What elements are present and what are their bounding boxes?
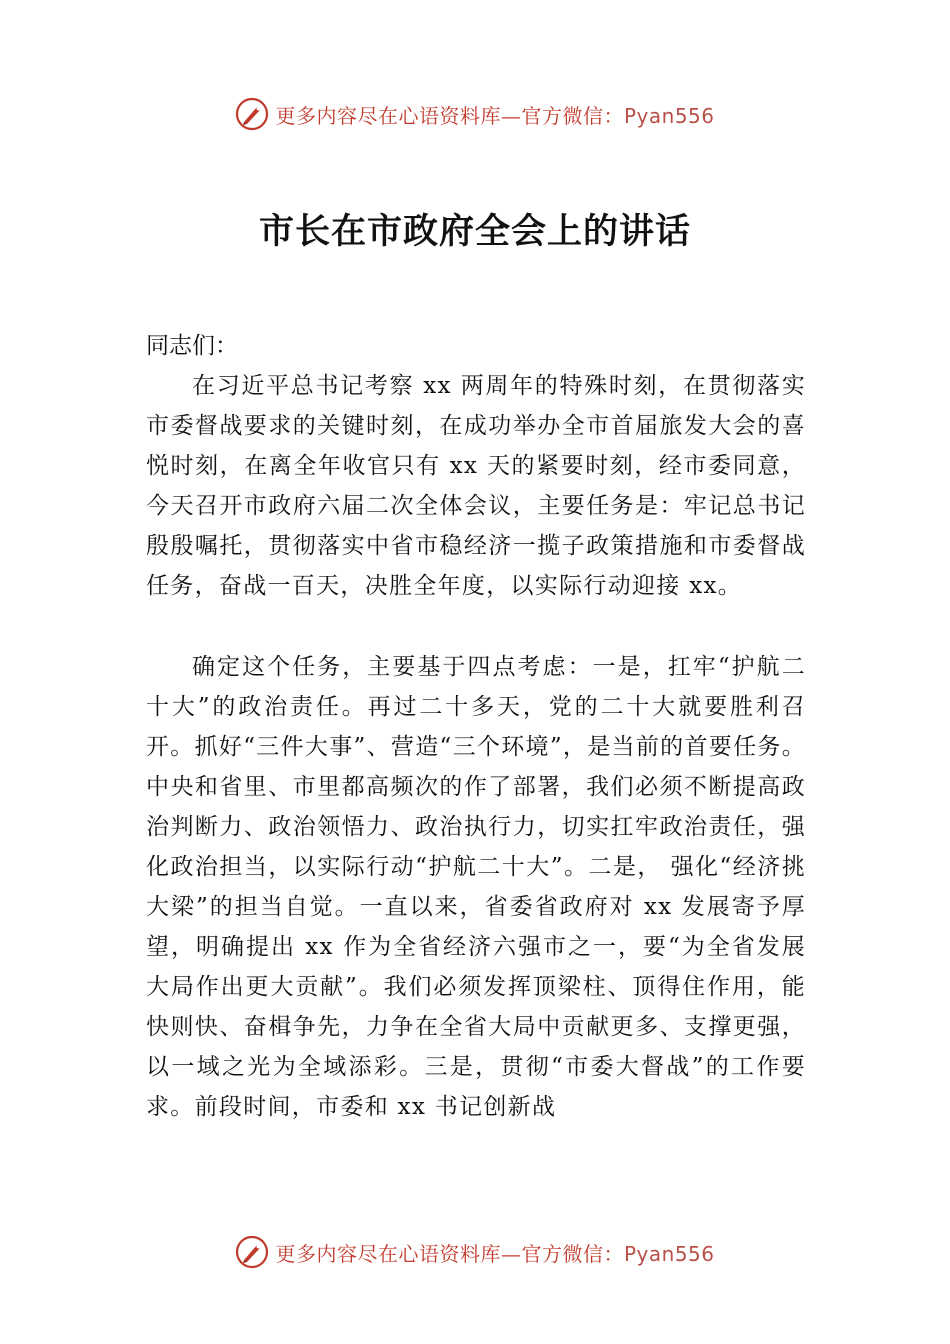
pen-logo-icon <box>235 1235 269 1269</box>
banner-text: 更多内容尽在心语资料库—官方微信：Pyan556 <box>275 1241 715 1266</box>
banner-text: 更多内容尽在心语资料库—官方微信：Pyan556 <box>275 103 715 128</box>
pen-logo-icon <box>235 97 269 131</box>
footer-watermark-banner <box>0 1232 950 1272</box>
wechat-id: Pyan556 <box>623 103 715 128</box>
document-title: 市长在市政府全会上的讲话 <box>258 211 691 252</box>
wechat-id: Pyan556 <box>623 1241 715 1266</box>
paragraph-1: 在习近平总书记考察 xx 两周年的特殊时刻，在贯彻落实市委督战要求的关键时刻，在成功举办全市首届旅发大会的喜悦时刻，在离全年收官只有 xx 天的紧要时刻，经市委同意，今天召开市政府六届二次全体会议，主要任务是：牢记总书记殷殷嘱托，贯彻落实中省市稳经济一揽子政策措施和市委督战任务，奋战一百天，决胜全年度，以实际行动迎接 xx。 <box>146 373 806 599</box>
salutation: 同志们： <box>146 333 238 359</box>
paragraph-2: 确定这个任务，主要基于四点考虑：一是，扛牢“护航二十大”的政治责任。再过二十多天，党的二十大就要胜利召开。抓好“三件大事”、营造“三个环境”，是当前的首要任务。中央和省里、市里都高频次的作了部署，我们必须不断提高政治判断力、政治领悟力、政治执行力，切实扛牢政治责任，强化政治担当，以实际行动“护航二十大”。二是， 强化“经济挑大梁”的担当自觉。一直以来，省委省政府对 xx 发展寄予厚望，明确提出 xx 作为全省经济六强市之一，要“为全省发展大局作出更大贡献”。我们必须发挥顶梁柱、顶得住作用，能快则快、奋楫争先，力争在全省大局中贡献更多、支撑更强，以一域之光为全域添彩。三是，贯彻“市委大督战”的工作要求。前段时间，市委和 xx 书记创新战 <box>146 654 806 1120</box>
header-watermark-banner <box>0 94 950 134</box>
